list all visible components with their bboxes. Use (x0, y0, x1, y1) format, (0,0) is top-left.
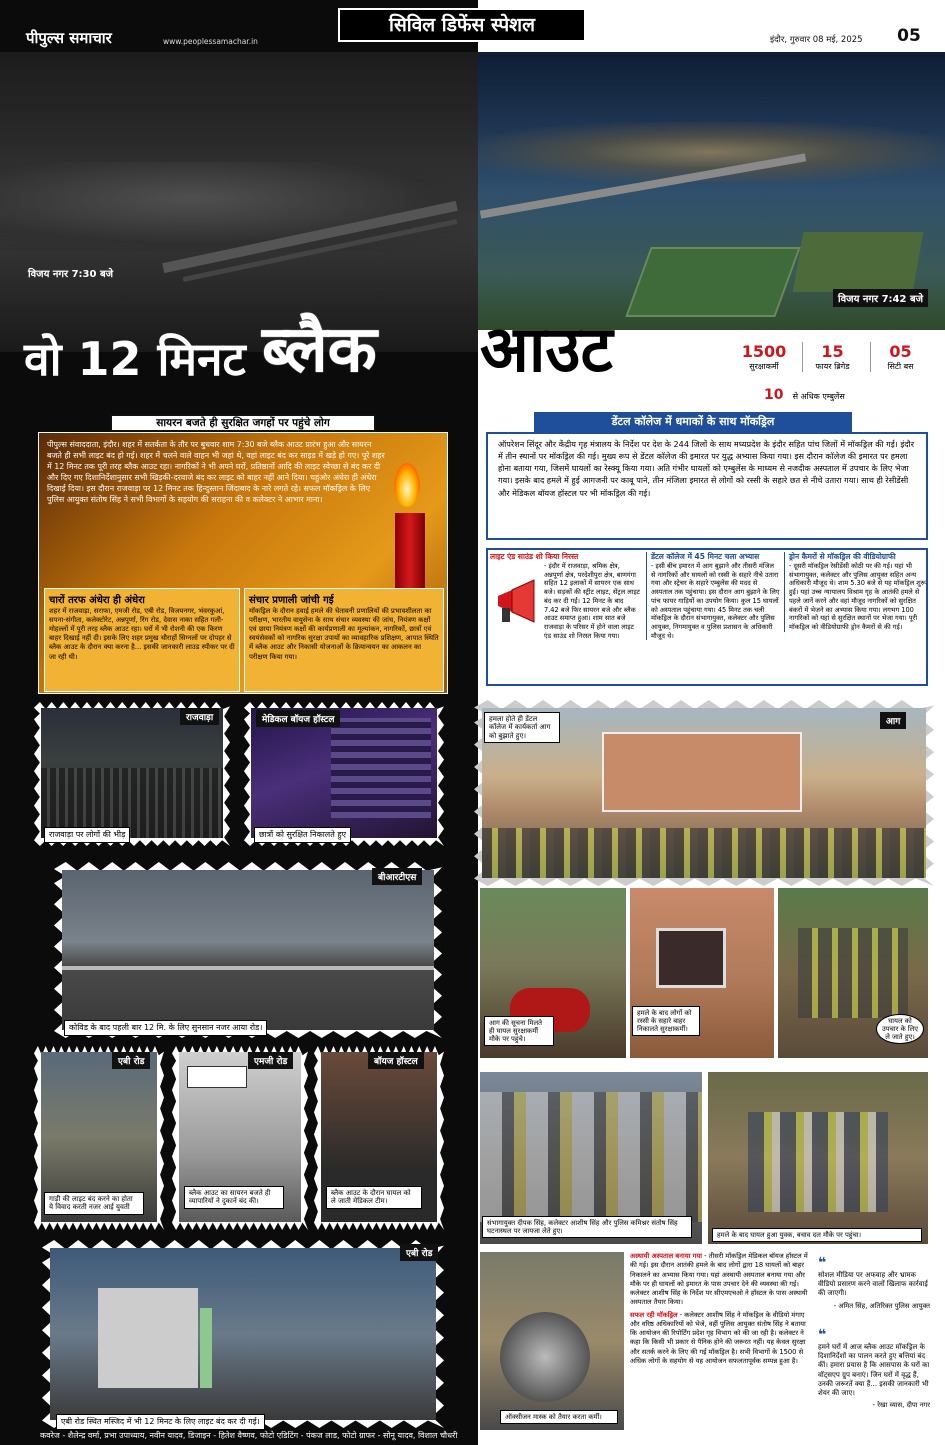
quote-2-text: हमने घरों में आज ब्लैक आउट मॉकड्रिल के दिशानिर्देशों का पालन करते हुए बत्तियां बंद कीं। हमारा प्रयास है कि आसपास के घरों का वॉट्सएप ग्रुप बनाएं। जिन घरों में वृद्ध हैं, उनकी जरूरतें क्या हैं... इसकी जानकारी भी शेयर की जाए। (818, 1343, 930, 1398)
logo-text: पीपुल्स समाचार (26, 29, 112, 47)
stat-fire-label: फायर ब्रिगेड (815, 362, 850, 371)
photo-injured (708, 1072, 928, 1244)
right-intro-box (486, 432, 928, 540)
tag-mg-road: एमजी रोड (248, 1052, 293, 1069)
website[interactable]: www.peoplessamachar.in (163, 37, 258, 46)
right-subhead (534, 412, 852, 432)
photo-rajwada (41, 708, 223, 838)
right-subhead-text: डेंटल कॉलेज में धमाकों के साथ मॉकड्रिल (611, 415, 775, 428)
quote-1-author: - अमित सिंह, अतिरिक्त पुलिस आयुक्त (833, 1301, 930, 1310)
tag-brts: बीआरटीएस (372, 868, 422, 885)
left-story-body: पीपुल्स संवाददाता, इंदौर। शहर में सतर्कता के तौर पर बुधवार शाम 7:30 बजे ब्लैक आउट प्रारंभ हुआ और सायरन बजते ही सभी लाइट बंद हो गई। शहर में चलने वाले वाहन भी जहां थे, वहां लाइट बंद कर साइड में खड़े हो गए। पूरे शहर में 12 मिनट तक पूरी तरह ब्लैक आउट रहा। नागरिकों ने भी अपने घरों, प्रतिष्ठानों आदि की लाइट स्वेच्छा से बंद कर दी और दिए गए दिशानिर्देशानुसार सभी खिड़की-दरवाजे बंद कर लाइट को बाहर नहीं आने दिया। चहुंओर अंधेरा ही अंधेरा दिखाई दिया। इस दौरान राजवाड़ा पर 12 मिनट तक हिन्दुस्तान जिंदाबाद के नारे लगते रहे। सफल मॉकड्रिल के लिए पुलिस आयुक्त संतोष सिंह ने सभी विभागों के सहयोग की सराहना की व कलेक्टर ने आभार माना। (47, 440, 385, 505)
headline-part2: ब्लैक (262, 313, 377, 387)
caption-fire: हमला होते ही डेंटल कॉलेज में कार्यकर्ता आग को बुझाते हुए। (484, 712, 560, 743)
stat-personnel (736, 342, 792, 372)
masthead-logo[interactable] (26, 28, 112, 48)
tag-hostel: मेडिकल बॉयज हॉस्टल (256, 710, 340, 727)
col-dental-body: - इसी बीच इमारत में आग बुझाने और तीसरी मंजिल से नागरिकों और घायलों को रस्सी के सहारे नीचे उतारा गया और स्ट्रेचर के सहारे एम्बुलेंस की मदद से अस्पताल तक पहुंचाया। इस दौरान आग बुझाने के लिए पांच फायर गाड़ियों का उपयोग किया। कुल 15 घायलों को अस्पताल पहुंचाया गया। 45 मिनट तक चली मॉकड्रिल के दौरान संभागायुक्त, कलेक्टर और पुलिस आयुक्त, निगमायुक्त व पुलिस प्रशासन के अधिकारी मौजूद थे। (651, 562, 780, 640)
headline-part1: वो 12 मिनट (24, 332, 246, 386)
caption-rope: हमले के बाद लोगों को रस्सी के सहारे बाहर निकालते सुरक्षाकर्मी। (632, 1006, 700, 1036)
caption-left-top: विजय नगर 7:30 बजे (28, 269, 114, 280)
left-subhead-text: सायरन बजते ही सुरक्षित जगहों पर पहुंचे लोग (156, 417, 330, 429)
caption-right-top: विजय नगर 7:42 बजे (833, 289, 928, 307)
tag-fire: आग (880, 712, 906, 729)
stat-fire-value: 15 (821, 342, 844, 361)
stat-ambulance-label: से अधिक एम्बुलेंस (792, 392, 845, 401)
quote-2-author: - रेखा व्यास, दीपा नगर (872, 1401, 930, 1410)
caption-mosque: एबी रोड स्थित मस्जिद में भी 12 मिनट के लिए लाइट बंद कर दी गई। (56, 1414, 265, 1430)
stat-ambulance-value: 10 (764, 387, 784, 403)
headline-part3: आउट (480, 313, 613, 387)
box-comms (244, 588, 444, 692)
col-dental (646, 552, 780, 640)
caption-boys-hostel: ब्लैक आउट के दौरान घायल को ले जाती मेडिकल टीम। (326, 1186, 422, 1209)
quote-1 (818, 1252, 930, 1310)
photo-brts (62, 870, 434, 1030)
stat-bus-value: 05 (889, 342, 912, 361)
stat-bus (870, 342, 930, 372)
success-para (630, 1311, 810, 1367)
stat-personnel-label: सुरक्षाकर्मी (749, 362, 779, 371)
photo-vijay-nagar-dark (0, 52, 478, 352)
col-drone-body: - दूसरी मॉकड्रिल रेसीडेंसी कोठी पर की गई। यहां भी संभागायुक्त, कलेक्टर और पुलिस आयुक्त सहित अन्य अधिकारी मौजूद थे। शाम 5.30 बजे से यह मॉकड्रिल शुरू हुई। यहां उच्च न्यायालय विश्राम गृह के आतंकी हमले से पहले जानें करने और वहां मौजूद नागरिकों को सुरक्षित बंकरों में भेजने का अभ्यास किया गया। लगभग 100 नागरिकों को यहां से सुरक्षित स्थानों पर भेजा गया। पूरी मॉकड्रिल को वीडियोग्राफी ड्रोन कैमरों से की गई। (789, 562, 926, 631)
dateline: इंदौर, गुरुवार 08 मई, 2025 (770, 35, 863, 45)
caption-officials: संभागायुक्त दीपक सिंह, कलेक्टर आशीष सिंह और पुलिस कमिश्नर संतोष सिंह घटनास्थल पर जायजा लेते हुए। (482, 1216, 692, 1238)
hospital-para (630, 1252, 810, 1308)
box-comms-title: संचार प्रणाली जांची गई (249, 595, 334, 606)
col-drone-title: ड्रोन कैमरों से मॉकड्रिल की वीडियोग्राफी (789, 552, 896, 561)
tag-rajwada: राजवाड़ा (180, 708, 219, 725)
quote-icon-2: ❝ (818, 1327, 827, 1343)
tag-boys-hostel: बॉयज हॉस्टल (368, 1052, 424, 1069)
stat-ambulance (764, 384, 904, 403)
caption-ab-road: गाड़ी की लाइट बंद करने का होता ये विवाद करती नजर आई युवती (44, 1192, 144, 1215)
caption-oxygen: ऑक्सीजन मास्क को तैयार करता कर्मी। (500, 1410, 618, 1424)
stat-personnel-value: 1500 (741, 342, 787, 361)
photo-mosque (50, 1248, 436, 1420)
stat-bus-label: सिटी बस (887, 362, 914, 371)
caption-mg-road: ब्लैक आउट का सायरन बजते ही व्यापारियों ने दुकानें बंद की। (184, 1186, 284, 1209)
col-light-sound-title: लाइट एंड साउंड शो किया निरस्त (490, 552, 579, 561)
caption-brts: कोविड के बाद पहली बार 12 मि. के लिए सुनसान नजर आया रोड। (64, 1020, 267, 1036)
section-banner (338, 8, 586, 42)
box-darkness (44, 588, 240, 692)
photo-hostel (251, 708, 437, 838)
credits: कवरेज - शैलेन्द्र वर्मा, प्रभा उपाध्याय, नवीन यादव, डिजाइन - हितेश वैष्णव, फोटो एडिटिंग - पंकज लाड, फोटो ग्राफर - सोनू यादव, विशाल चौधरी (40, 1431, 458, 1440)
success-title: सफल रही मॉकड्रिल (630, 1310, 678, 1319)
section-banner-text: सिविल डिफेंस स्पेशल (389, 14, 535, 36)
bottom-story (630, 1252, 810, 1366)
box-darkness-title: चारों तरफ अंधेरा ही अंधेरा (49, 595, 145, 606)
quote-2 (818, 1324, 930, 1409)
box-darkness-body: शहर में राजवाड़ा, सराफा, एमजी रोड, एबी रोड, विजयनगर, भंवरकुआं, सपना-संगीता, कलेक्टोरेट, अन्नपूर्णा, रिंग रोड, देवास नाका सहित गली-मोहल्लों में पूरी तरह ब्लैक आउट रहा। घरों में भी रोशनी की एक किरण बाहर दिखाई नहीं दी। इसके लिए शहर प्रमुख चौराहों सिग्नलों पर दोपहर से ब्लैक आउट के दौरान क्या करना है... इसकी जानकारी लाउड स्पीकर पर दी जा रही थी। (49, 607, 235, 661)
caption-rescue-bike: आग की सूचना मिलते ही घायल सुरक्षाकर्मी मौके पर पहुंचे। (484, 1016, 554, 1046)
col-light-sound-body: - इंदौर में राजवाड़ा, श्रमिक क्षेत्र, अन्नपूर्णा क्षेत्र, परदेशीपुरा क्षेत्र, बाणगंगा सहित 12 इलाकों में सायरन एक साथ बजे। सड़कों की स्ट्रीट लाइट, सेंट्रल लाइट बंद कर दी गईं। 12 मिनट के बाद 7.42 बजे फिर सायरन बजे और ब्लैक आउट समाप्त हुआ। शाम सात बजे राजवाड़ा के परिसर में होने वाला लाइट एंड साउंड शो निरस्त किया गया। (544, 562, 641, 640)
photo-oxygen (480, 1252, 624, 1430)
quote-1-text: सोशल मीडिया पर अफवाह और भ्रामक वीडियो प्रसारण करने वालों खिलाफ कार्रवाई की जाएगी। (818, 1271, 928, 1298)
caption-injured: हमले के बाद घायल हुआ युवक, बचाव दल मौके पर पहुंचा। (712, 1228, 922, 1242)
caption-hostel: छात्रों को सुरक्षित निकालते हुए (254, 827, 351, 843)
hospital-title: अस्थायी अस्पताल बनाया गया (630, 1252, 703, 1260)
stat-fire (802, 342, 862, 372)
page-number: 05 (897, 26, 921, 46)
caption-rajwada: राजवाड़ा पर लोगों की भीड़ (44, 827, 130, 843)
right-intro-text: ऑपरेशन सिंदूर और केंद्रीय गृह मंत्रालय के निर्देश पर देश के 244 जिलों के साथ मध्यप्रदेश के इंदौर सहित पांच जिलों में मॉकड्रिल की गई। इंदौर में तीन स्थानों पर मॉकड्रिल की गई। मुख्य रूप से डेंटल कॉलेज की इमारत पर युद्ध अभ्यास किया गया। इस दौरान कॉलेज की इमारत पर हमला होना बताया गया, जिसमें घायलों का रेस्क्यू किया गया। अति गंभीर घायलों को एम्बुलेंस के माध्यम से नजदीक अस्पताल में उपचार के लिए भेजा गया। इसके बाद हमले में हुई आगजनी पर काबू पाने, तीन मंजिला इमारत से लोगों को रस्सी के सहारे छत से नीचे उतारा गया। साथ ही रेसीडेंसी और मेडिकल बॉयज हॉस्टल पर भी मॉकड्रिल की गई। (498, 439, 915, 498)
col-dental-title: डेंटल कॉलेज में 45 मिनट चला अभ्यास (651, 552, 760, 561)
col-light-sound (490, 552, 640, 640)
success-body: - कलेक्टर आशीष सिंह ने मॉकड्रिल के वीडियो मंगाए और वरिष्ठ अधिकारियों को भेजे, वहीं पुलिस आयुक्त संतोष सिंह ने बताया कि आयोजन की रिपोर्टिंग प्रदेश गृह विभाग को की जा रही है। कलेक्टर ने कहा कि किसी भी प्रकार से पैनिक होने की जरूरत नहीं। यह केवल सुरक्षा और सतर्क करने के लिए की गई मॉकड्रिल है। सभी विभागों के 1500 से अधिक लोगों के सहयोग से यह आयोजन सफलतापूर्वक सम्पन्न हुआ है। (630, 1310, 806, 1365)
box-comms-body: मॉकड्रिल के दौरान हवाई हमले की चेतावनी प्रणालियों की प्रभावशीलता का परीक्षण, भारतीय वायुसेना के साथ संचार व्यवस्था की जांच, नियंत्रण कक्षों एवं छाया नियंत्रण कक्षों की कार्यप्रणाली का मूल्यांकन, नागरिकों, छात्रों एवं स्वयंसेवकों को नागरिक सुरक्षा उपायों का व्यावहारिक प्रशिक्षण, आपात स्थिति में ब्लैक आउट और निकासी योजनाओं के क्रियान्वयन का आकलन का परीक्षण किया गया। (249, 607, 439, 661)
hospital-body: - तीसरी मॉकड्रिल मेडिकल बॉयज हॉस्टल में की गई। इस दौरान आतंकी हमले के बाद लोगों द्वारा 18 घायलों को बाहर निकालने का अभ्यास किया गया। यहां अस्थायी अस्पताल बनाया गया और मौके पर ही घायलों को इमारत के पास उपचार देने की व्यवस्था की गई। कलेक्टर आशीष सिंह के निर्देश पर सीएमएचओ ने हॉस्टल के पास अस्थायी अस्पताल तैयार किया। (630, 1252, 808, 1307)
tag-mosque: एबी रोड (400, 1244, 438, 1261)
caption-stretcher: घायल को उपचार के लिए ले जाते हुए। (876, 1014, 924, 1044)
col-drone (784, 552, 926, 632)
candle-flame (394, 463, 420, 507)
quote-icon-1: ❝ (818, 1255, 827, 1271)
tag-ab-road: एबी रोड (112, 1052, 150, 1069)
left-subhead (110, 414, 376, 432)
